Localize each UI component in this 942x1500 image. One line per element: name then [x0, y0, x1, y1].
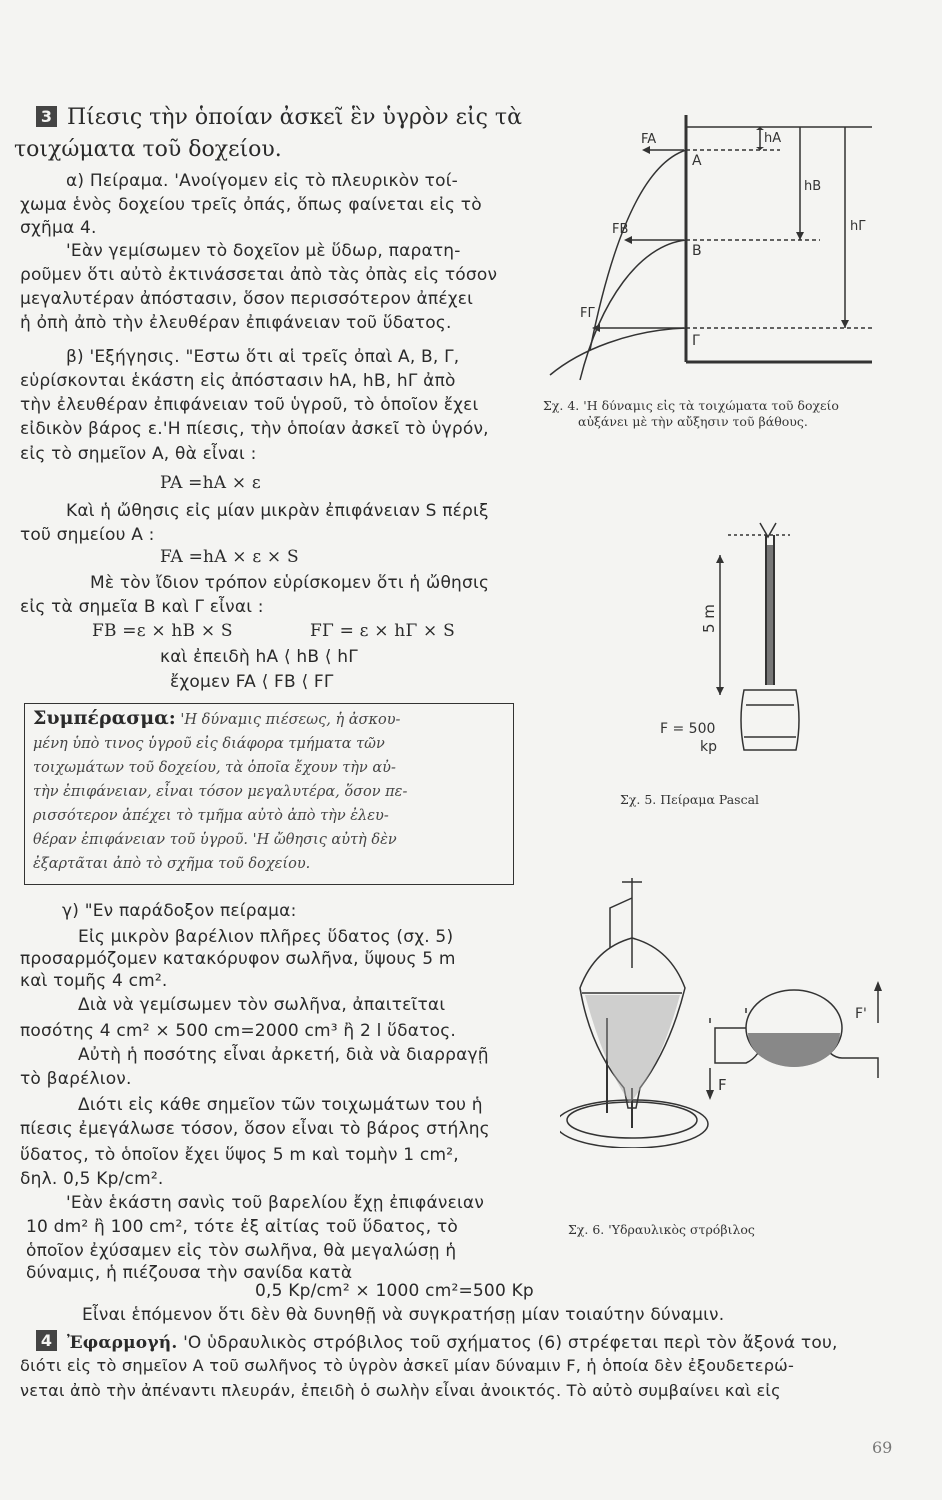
figure-4-caption: αὐξάνει μὲ τὴν αὔξησιν τοῦ βάθους.	[578, 414, 808, 429]
equation: FA =hA × ε × S	[160, 547, 299, 567]
body-line: γ) "Εν παράδοξον πείραμα:	[62, 901, 297, 921]
body-line: 10 dm² ἢ 100 cm², τότε ἐξ αἰτίας τοῦ ὕδατος, τὸ	[26, 1217, 459, 1237]
section-4-text: 'Ο ὑδραυλικὸς στρόβιλος τοῦ σχήματος (6) στρέφεται περὶ τὸν ἄξονά του,	[183, 1333, 838, 1353]
section-title-line1: Πίεσις τὴν ὁποίαν ἀσκεῖ ἓν ὑγρὸν εἰς τὰ	[67, 105, 522, 130]
body-line: δύναμις, ἡ πιέζουσα τὴν σανίδα κατὰ	[26, 1263, 353, 1283]
body-line: τὸ βαρέλιον.	[20, 1069, 132, 1089]
section-4-line1	[36, 1330, 838, 1354]
section-4-title: Ἐφαρμογή.	[67, 1333, 178, 1353]
label-FA: FA	[641, 132, 657, 147]
conclusion-line: τοιχωμάτων τοῦ δοχείου, τὰ ὁποῖα ἔχουν τὴν αὐ-	[33, 760, 396, 776]
label-G: Γ	[692, 333, 700, 349]
conclusion-line: ρισσότερον ἀπέχει τὸ τμῆμα αὐτὸ ἀπὸ τὴν ἐλευ-	[33, 808, 389, 824]
section-title-line2: τοιχώματα τοῦ δοχείου.	[14, 137, 282, 162]
height-5m-label: 5 m	[700, 604, 718, 633]
body-line: β) 'Εξήγησις. "Εστω ὅτι αἱ τρεῖς ὀπαὶ Α, Β, Γ,	[66, 347, 460, 367]
body-line: Καὶ ἡ ὤθησις εἰς μίαν μικρὰν ἐπιφάνειαν S πέριξ	[66, 501, 489, 521]
conclusion-line: τὴν ἐπιφάνειαν, εἶναι τόσον μεγαλυτέρα, ὅσον πε-	[33, 784, 408, 800]
figure-4-caption: Σχ. 4. 'Η δύναμις εἰς τὰ τοιχώματα τοῦ δοχείο	[543, 398, 839, 413]
body-line: προσαρμόζομεν κατακόρυφον σωλῆνα, ὕψους 5 m	[20, 949, 456, 969]
equation: FB =ε × hB × S	[92, 621, 233, 641]
figure-6-caption: Σχ. 6. 'Υδραυλικὸς στρόβιλος	[568, 1222, 755, 1237]
conclusion-line: ἐξαρτᾶται ἀπὸ τὸ σχῆμα τοῦ δοχείου.	[33, 856, 311, 872]
body-line: διότι εἰς τὸ σημεῖον Α τοῦ σωλῆνος τὸ ὑγρὸν ἀσκεῖ μίαν δύναμιν F, ἡ ὁποία δὲν ἐξουδετερώ-	[20, 1356, 794, 1375]
label-B: B	[692, 243, 702, 259]
figure-4-diagram	[520, 100, 880, 400]
body-line: Εἶναι ἑπόμενον ὅτι δὲν θὰ δυνηθῇ νὰ συγκρατήσῃ μίαν τοιαύτην δύναμιν.	[82, 1305, 725, 1325]
label-hB: hB	[804, 179, 822, 194]
force-unit: kp	[700, 739, 717, 755]
conclusion-title: Συμπέρασμα:	[33, 707, 176, 729]
section-number-badge: 4	[36, 1330, 57, 1351]
equation: καὶ ἐπειδὴ hA ⟨ hB ⟨ hΓ	[160, 647, 358, 667]
label-A: A	[692, 153, 702, 169]
figure-5-caption: Σχ. 5. Πείραμα Pascal	[620, 792, 760, 807]
body-line: τοῦ σημείου Α :	[20, 525, 155, 545]
label-hA: hA	[764, 131, 782, 146]
conclusion-line: 'Η δύναμις πιέσεως, ἡ ἀσκου-	[180, 712, 401, 728]
body-line: ἡ ὀπὴ ἀπὸ τὴν ἐλευθέραν ἐπιφάνειαν τοῦ ὕδατος.	[20, 313, 452, 333]
body-line: Μὲ τὸν ἴδιον τρόπον εὑρίσκομεν ὅτι ἡ ὤθησις	[90, 573, 490, 593]
body-line: καὶ τομῆς 4 cm².	[20, 971, 168, 991]
equation: ἔχομεν FA ⟨ FB ⟨ FΓ	[170, 672, 334, 692]
body-line: τὴν ἐλευθέραν ἐπιφάνειαν τοῦ ὑγροῦ, τὸ ὁποῖον ἔχει	[20, 395, 479, 415]
body-line: Αὐτὴ ἡ ποσότης εἶναι ἀρκετή, διὰ νὰ διαρραγῇ	[78, 1045, 489, 1065]
force-F-label: F	[718, 1076, 727, 1094]
section-3-heading	[36, 104, 522, 132]
page-number: 69	[872, 1438, 893, 1457]
body-line: Διότι εἰς κάθε σημεῖον τῶν τοιχωμάτων του ἡ	[78, 1095, 483, 1115]
body-line: σχῆμα 4.	[20, 218, 97, 238]
body-line: α) Πείραμα. 'Ανοίγομεν εἰς τὸ πλευρικὸν τοί-	[66, 171, 458, 191]
body-line: Διὰ νὰ γεμίσωμεν τὸν σωλῆνα, ἀπαιτεῖται	[78, 995, 446, 1015]
conclusion-line: μένη ὑπὸ τινος ὑγροῦ εἰς διάφορα τμήματα τῶν	[33, 736, 385, 752]
figure-6-diagram	[560, 868, 900, 1148]
figure-5-diagram	[640, 515, 800, 775]
body-line: ροῦμεν ὅτι αὐτὸ ἐκτινάσσεται ἀπὸ τὰς ὀπὰς εἰς τόσον	[20, 265, 498, 285]
conclusion-box	[24, 703, 514, 885]
body-line: εἰς τὰ σημεῖα Β καὶ Γ εἶναι :	[20, 597, 264, 617]
equation: PA =hA × ε	[160, 473, 261, 493]
equation: 0,5 Kp/cm² × 1000 cm²=500 Kp	[255, 1281, 534, 1301]
body-line: 'Εὰν ἑκάστη σανὶς τοῦ βαρελίου ἔχῃ ἐπιφάνειαν	[66, 1193, 485, 1213]
body-line: ὕδατος, τὸ ὁποῖον ἔχει ὕψος 5 m καὶ τομὴν 1 cm²,	[20, 1145, 459, 1165]
body-line: εὑρίσκονται ἑκάστη εἰς ἀπόστασιν hA, hB, hΓ ἀπὸ	[20, 371, 456, 391]
equation: FΓ = ε × hΓ × S	[310, 621, 455, 641]
body-line: μεγαλυτέραν ἀπόστασιν, ὅσον περισσότερον ἀπέχει	[20, 289, 474, 309]
label-FB: FB	[612, 222, 629, 237]
body-line: εἰδικὸν βάρος ε.'Η πίεσις, τὴν ὁποίαν ἀσκεῖ τὸ ὑγρόν,	[20, 419, 489, 439]
body-line: δηλ. 0,5 Kp/cm².	[20, 1169, 164, 1189]
body-line: ποσότης 4 cm² × 500 cm=2000 cm³ ἢ 2 l ὕδατος.	[20, 1021, 456, 1041]
label-hG: hΓ	[850, 219, 866, 234]
body-line: ὁποῖον ἐχύσαμεν εἰς τὸν σωλῆνα, θὰ μεγαλώσῃ ἡ	[26, 1241, 457, 1261]
body-line: νεται ἀπὸ τὴν ἀπέναντι πλευράν, ἐπειδὴ ὁ σωλὴν εἶναι ἀνοικτός. Τὸ αὐτὸ συμβαίνει καὶ εἰς	[20, 1381, 781, 1400]
force-F2-label: F'	[855, 1006, 867, 1022]
section-number-badge: 3	[36, 106, 57, 127]
label-FG: FΓ	[580, 306, 595, 321]
conclusion-line: θέραν ἐπιφάνειαν τοῦ ὑγροῦ. 'Η ὤθησις αὐτὴ δὲν	[33, 832, 397, 848]
force-label: F = 500	[660, 721, 716, 737]
body-line: Εἰς μικρὸν βαρέλιον πλῆρες ὕδατος (σχ. 5)	[78, 927, 454, 947]
body-line: 'Εὰν γεμίσωμεν τὸ δοχεῖον μὲ ὕδωρ, παρατη-	[66, 241, 461, 261]
body-line: χωμα ἑνὸς δοχείου τρεῖς ὀπάς, ὅπως φαίνεται εἰς τὸ	[20, 195, 482, 215]
body-line: πίεσις ἐμεγάλωσε τόσον, ὅσον εἶναι τὸ βάρος στήλης	[20, 1119, 490, 1139]
body-line: εἰς τὸ σημεῖον Α, θὰ εἶναι :	[20, 444, 257, 464]
